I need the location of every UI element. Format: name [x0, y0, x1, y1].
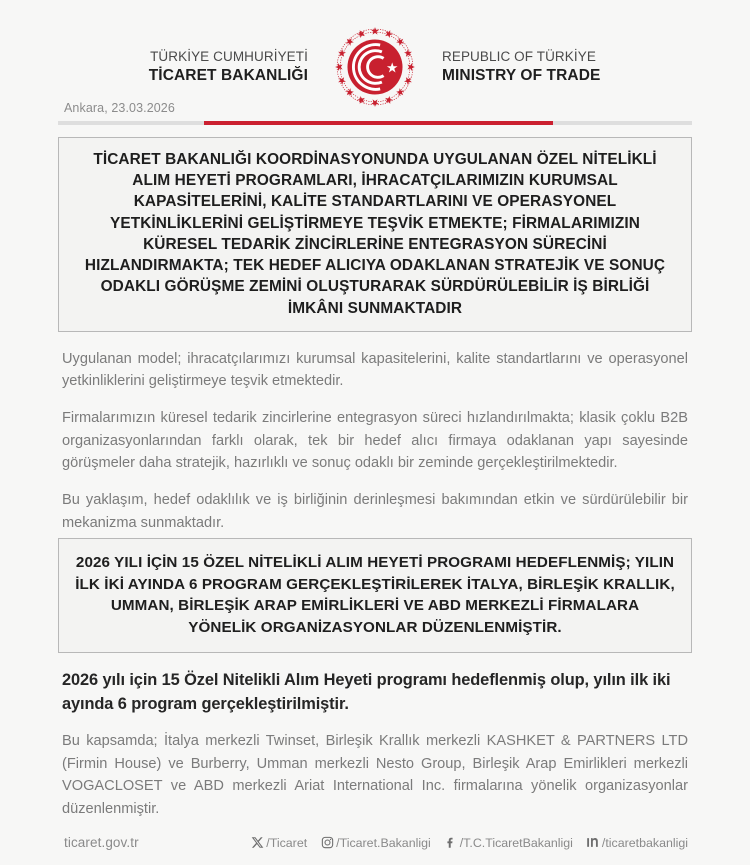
- paragraph-1: Uygulanan model; ihracatçılarımızı kurumsal kapasitelerini, kalite standartlarını ve operasyonel yetkinliklerini geliştirmeye teşvik etmektedir.: [62, 350, 688, 390]
- closing-paragraph: Bu kapsamda; İtalya merkezli Twinset, Birleşik Krallık merkezli KASHKET & PARTNERS LTD (Firmin House) ve Burberry, Umman merkezli Nesto Group, Birleşik Arap Emirlikleri merkezli VOGACLOSET ve ABD merkezli Ariat International Inc. firmalarına yönelik organizasyonlar düzenlenmiştir.: [62, 733, 688, 817]
- brand-turkish-ministry-line: TİCARET BAKANLIĞI: [148, 67, 308, 85]
- brand-english-republic-line: REPUBLIC OF TÜRKİYE: [442, 48, 596, 64]
- social-link-facebook[interactable]: [444, 836, 573, 850]
- brand-english: [418, 48, 618, 86]
- social-handle-linkedin: /ticaretbakanligi: [601, 835, 688, 850]
- callout-box-primary: TİCARET BAKANLIĞI KOORDİNASYONUNDA UYGULANAN ÖZEL NİTELİKLİ ALIM HEYETİ PROGRAMLARI, İHRACATÇILARIMIZIN KURUMSAL KAPASİTELERİNİ, KALİTE STANDARTLARINI VE OPERASYONEL YETKİNLİKLERİNİ GELİŞTİRMEYE TEŞVİK ETMEKTE; FİRMALARIMIZIN KÜRESEL TEDARİK ZİNCİRLERİNE ENTEGRASYON SÜRECİNİ HIZLANDIRMAKTA; TEK HEDEF ALICIYA ODAKLANAN STRATEJİK VE SONUÇ ODAKLI GÖRÜŞME ZEMİNİ OLUŞTURARAK SÜRDÜRÜLEBİLİR İŞ BİRLİĞİ İMKÂNI SUNMAKTADIR: [58, 137, 692, 332]
- x-twitter-icon: [250, 836, 264, 850]
- rule-segment-right: [553, 121, 692, 125]
- lead-paragraph: 2026 yılı için 15 Özel Nitelikli Alım Heyeti programı hedeflenmiş olup, yılın ilk iki ayında 6 program gerçekleştirilmiştir.: [62, 671, 671, 713]
- rule-segment-left: [58, 121, 204, 125]
- brand-english-ministry-line: MINISTRY OF TRADE: [442, 67, 601, 85]
- body-content-lower: [58, 653, 692, 820]
- brand-turkish-republic-line: TÜRKİYE CUMHURİYETİ: [150, 48, 308, 64]
- social-handle-facebook: /T.C.TicaretBakanligi: [459, 835, 573, 850]
- dateline: Ankara, 23.03.2026: [64, 100, 175, 115]
- social-link-linkedin[interactable]: [586, 836, 688, 850]
- ministry-of-trade-emblem-icon: [332, 24, 418, 110]
- document-footer: [58, 820, 692, 865]
- document-header: [58, 0, 692, 115]
- instagram-icon: [320, 836, 334, 850]
- linkedin-icon: [586, 836, 600, 850]
- social-link-x[interactable]: [250, 836, 307, 850]
- body-content: [58, 332, 692, 534]
- brand-turkish: [132, 48, 332, 86]
- paragraph-2: Firmalarımızın küresel tedarik zincirlerine entegrasyon süreci hızlandırılmakta; klasik çoklu B2B organizasyonlarından farklı olarak, tek bir hedef alıcı firmaya odaklanan yapı sayesinde görüşmeler daha stratejik, hazırlıklı ve sonuç odaklı bir zeminde gerçekleştirilmektedir.: [62, 410, 688, 472]
- social-link-instagram[interactable]: [320, 836, 431, 850]
- callout-box-secondary: 2026 YILI İÇİN 15 ÖZEL NİTELİKLİ ALIM HEYETİ PROGRAMI HEDEFLENMİŞ; YILIN İLK İKİ AYINDA 6 PROGRAM GERÇEKLEŞTİRİLEREK İTALYA, BİRLEŞİK KRALLIK, UMMAN, BİRLEŞİK ARAP EMİRLİKLERİ VE ABD MERKEZLİ FİRMALARA YÖNELİK ORGANİZASYONLAR DÜZENLENMİŞTİR.: [58, 538, 692, 653]
- header-divider-rule: [58, 121, 692, 125]
- paragraph-3: Bu yaklaşım, hedef odaklılık ve iş birliğinin derinleşmesi bakımından etkin ve sürdürülebilir bir mekanizma sunmaktadır.: [62, 491, 688, 531]
- website-link[interactable]: ticaret.gov.tr: [64, 835, 139, 851]
- rule-segment-accent: [204, 121, 553, 125]
- social-handle-x: /Ticaret: [266, 835, 308, 850]
- social-links: [250, 836, 688, 850]
- facebook-icon: [444, 836, 458, 850]
- brand-block: [132, 24, 618, 110]
- social-handle-instagram: /Ticaret.Bakanligi: [336, 835, 431, 850]
